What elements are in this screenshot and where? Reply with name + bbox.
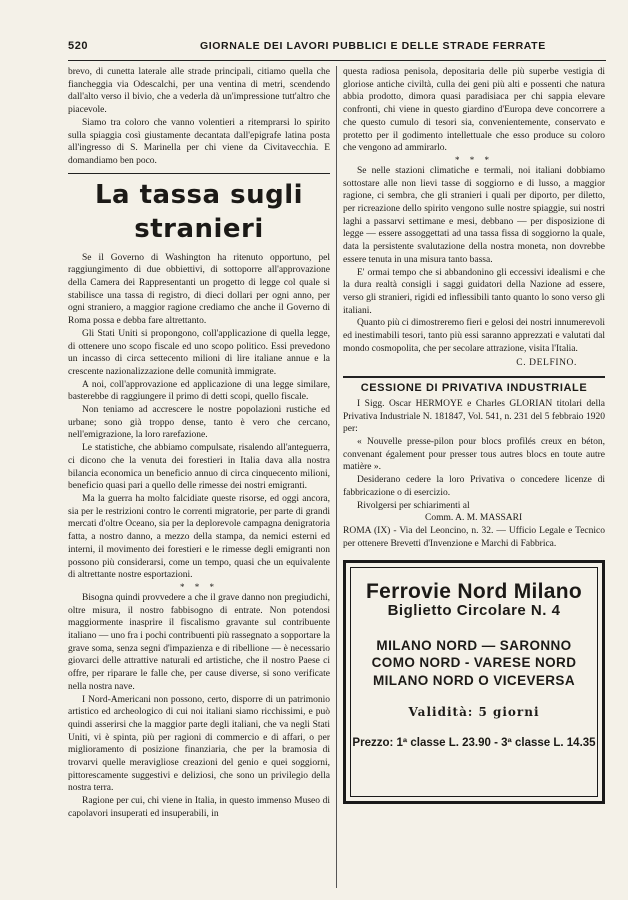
notice-heading: CESSIONE DI PRIVATIVA INDUSTRIALE: [360, 382, 588, 395]
journal-title: GIORNALE DEI LAVORI PUBBLICI E DELLE STRADE FERRATE: [200, 40, 546, 52]
railway-advertisement: [343, 560, 605, 804]
author-signature: C. DELFINO.: [516, 358, 577, 369]
continued-paragraph: questa radiosa penisola, depositaria delle più superbe vestigia di gloriose antiche civiltà, culla dei geni più alti e possenti che natura abbia prodotto, dimora quasi paradisiaca per chi sappia elevare confronti, chi viene in questo giardino d'Europa deve concorrere a che questo cumulo di tesori sia, convenientemente, conservato e protetto per il godimento intellettuale che esso produce su coloro che vengono ad ammirarlo.: [343, 67, 605, 154]
advert-subtitle: Biglietto Circolare N. 4: [387, 602, 561, 620]
article-paragraph: Ragione per cui, chi viene in Italia, in questo immenso Museo di capolavori insuperati ed insuperabili, in: [68, 796, 330, 819]
article-rule: [68, 173, 330, 174]
advert-validity: Validità: 5 giorni: [408, 704, 540, 719]
advert-title: Ferrovie Nord Milano: [365, 580, 583, 604]
header-rule: [68, 60, 606, 61]
continued-paragraph: brevo, di cunetta laterale alle strade principali, citiamo quella che fiancheggia via Odescalchi, per una ventina di metri, scendendo dall'alto verso il bivio, che a vederla dà un'impressione tutt'altro che piacevole.: [68, 67, 330, 116]
article-headline: La tassa sugli stranieri: [94, 179, 304, 244]
notice-quote: « Nouvelle presse-pilon pour blocs profilés creux en béton, convenant également pour presser tous autres blocs en toute autre matière ».: [343, 436, 605, 473]
advert-route: MILANO NORD — SARONNO: [376, 637, 572, 653]
right-column: [343, 66, 605, 804]
article-paragraph: Le statistiche, che abbiamo compulsate, risalendo all'anteguerra, ci dicono che la venuta dei forestieri in Italia dava alla nostra bilancia economica un beneficio annuo di circa cinquecento milioni, beneficio quasi pari a quello delle rimesse dei nostri emigranti.: [68, 443, 330, 492]
left-column: [68, 66, 330, 821]
advertisement-inner-frame: [350, 567, 598, 797]
running-head: [68, 38, 608, 56]
advert-price: Prezzo: 1ª classe L. 23.90 - 3ª classe L. 14.35: [352, 736, 596, 749]
article-paragraph: A noi, coll'approvazione ed applicazione di una legge similare, basterebbe di raggiungere il primo di detti scopi, quello fiscale.: [68, 379, 330, 403]
notice-address: ROMA (IX) - Via del Leoncino, n. 32. — Ufficio Legale e Tecnico per ottenere Brevetti d'Invenzione e Marchi di Fabbrica.: [343, 525, 605, 549]
article-paragraph: Quanto più ci dimostreremo fieri e gelosi dei nostri innumerevoli ed inestimabili tesori, tanto più essi saranno apprezzati e valutati dal mondo cosmopolita, che per secolare attrazione, visita l'Italia.: [343, 318, 605, 354]
article-paragraph: Ma la guerra ha molto falcidiate queste risorse, ed oggi ancora, sia per le restrizioni contro le correnti migratorie, per parte di grandi mercati d'oltre Oceano, sia per la deplorevole campagna denigratoria fatta, a nostro danno, a mezzo della stampa, da nemici esterni ed interni, il movimento dei forestieri e le rimesse degli emigranti non possono più considerarsi, come un tempo, quasi che un equivalente di altrettante nostre esportazioni.: [68, 493, 330, 581]
notice-contact: Rivolgersi per schiarimenti al: [357, 500, 470, 511]
advert-route: MILANO NORD O VICEVERSA: [373, 673, 575, 689]
article-paragraph: E' ormai tempo che si abbandonino gli eccessivi idealismi e che la dura realtà consigli i saggi guidatori della Nazione ad essere, verso gli stranieri, rigidi ed inflessibili tanto quanto lo sono verso gli italiani.: [343, 267, 605, 316]
notice-body: I Sigg. Oscar HERMOYE e Charles GLORIAN titolari della Privativa Industriale N. 181847, Vol. 541, n. 231 del 5 febbraio 1920 per:: [343, 398, 605, 435]
article-paragraph: Bisogna quindi provvedere a che il grave danno non pregiudichi, oltre misura, il nostro fabbisogno di entrate. Non potendosi maggiormente inasprire il fiscalismo gravante sul contribuente italiano — uno fra i pochi contribuenti più rassegnato a sopportare la grave soma, senza segni d'impazienza e di ribellione — è necessario giovarci delle attrattive naturali ed artistiche, che il nostro Paese ci offre, per riparare le falle che, per cause diverse, si sono verificate nella nostra nave.: [68, 592, 330, 692]
article-paragraph: Se nelle stazioni climatiche e termali, noi italiani dobbiamo sottostare alle non lievi tasse di soggiorno e di lusso, a maggior ragione, ci sembra, che gli stranieri i quali per diporto, per diletto, per ricreazione dello spirito vengono sulle nostre spiaggie, sui nostri laghi a passarvi settimane e mesi, debbano — per disposizione di legge — essere assoggettati ad una tassa fissa di soggiorno la quale, data la persistente svalutazione della nostra moneta, non dovrebbe essere tenuta in una misura tanto bassa.: [343, 165, 605, 265]
section-stars: * * *: [180, 581, 218, 592]
continued-paragraph: Siamo tra coloro che vanno volentieri a ritemprarsi lo spirito sulla spiaggia così giustamente decantata dall'epigrafe latina posta all'ingresso di S. Marinella per chi viene da Civitavecchia. E domandiamo ben poco.: [68, 117, 330, 166]
column-divider: [336, 66, 337, 888]
section-stars: * * *: [455, 154, 493, 165]
section-rule: [343, 376, 605, 378]
article-paragraph: I Nord-Americani non possono, certo, disporre di un patrimonio artistico ed archeologico di cui noi italiani siamo ricchissimi, e può quindi asserirsi che la maggior parte degli italiani, che va negli Stati Uniti, vi è spinta, più per ragioni di commercio e di affari, o per miglioramento di posizione finanziaria, che per la bramosia di trovarvi quelle meravigliose creazioni del genio e quei soggiorni, pittorescamente suggestivi e deliziosi, che sono un privilegio della nostra terra.: [68, 694, 330, 794]
notice-agent: Comm. A. M. MASSARI: [425, 513, 523, 524]
article-paragraph: Gli Stati Uniti si propongono, coll'applicazione di quella legge, di ottenere uno scopo fiscale ed uno scopo politico. Essi prevedono un incasso di circa settecento milioni di lire italiane annue e la crescente nazionalizzazione delle comunità immigrate.: [68, 328, 330, 377]
article-paragraph: Non teniamo ad accrescere le nostre popolazioni rustiche ed urbane; sono già troppo dense, tanto è vero che cercano, nell'emigrazione, la loro rarefazione.: [68, 405, 330, 441]
advert-route: COMO NORD - VARESE NORD: [371, 655, 577, 671]
article-paragraph: Se il Governo di Washington ha ritenuto opportuno, pel raggiungimento di due obbiettivi, di sottoporre all'approvazione della Camera dei Rappresentanti un progetto di legge col quale si stabilisce una tassa di registro, di dieci dollari per ogni anno, per ogni straniero, a maggior ragione crediamo che anche il Governo di Roma possa e debba fare altrettanto.: [68, 252, 330, 327]
page-number: 520: [68, 40, 89, 52]
notice-offer: Desiderano cedere la loro Privativa o concedere licenze di fabbricazione o di esercizio.: [343, 475, 605, 498]
